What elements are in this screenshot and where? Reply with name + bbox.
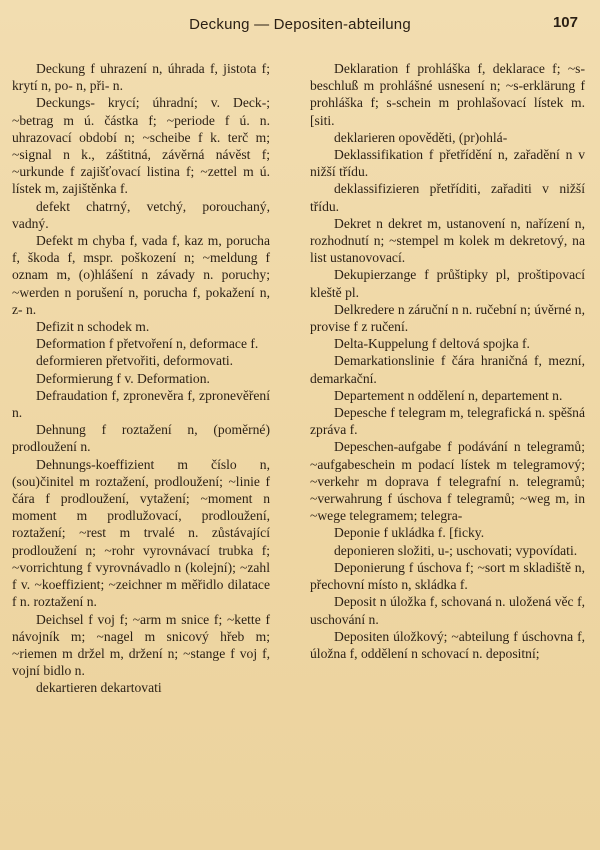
entry-delta-kuppelung: Delta-Kuppelung f deltová spojka f. <box>334 336 530 352</box>
entry-demarkationslinie: Demarkationslinie f čára hraničná f, mezní, demarkační. <box>310 353 585 386</box>
entry-deponierung: Deponierung f úschova f; ~sort m skladiště n, přechovní místo n, skládka f. <box>310 559 585 593</box>
entry-dekupierzange: Dekupierzange f průštipky pl, proštipovací kleště pl. <box>310 267 585 300</box>
left-column <box>12 60 270 697</box>
entry-depeschen-aufgabe: Depeschen-aufgabe f podávání n telegramů; ~aufgabeschein m podací lístek m telegramový; ~verkehr m doprava f telegrafní n. telegramů; ~verwahrung f úschova f telegramů; ~weg m, in ~wege telegramem; telegra- <box>310 439 585 524</box>
entry-dehnung: Dehnung f roztažení n, (poměrné) prodloužení n. <box>12 422 270 455</box>
page-number: 107 <box>552 14 578 31</box>
entry-deichsel: Deichsel f voj f; ~arm m snice f; ~kette f návojník m; ~nagel m snicový hřeb m; ~riemen m držel m, držení n; ~stange f voj f, vojní bidlo n. <box>12 611 270 679</box>
entry-dehnungs-koeffizient: Dehnungs-koeffizient m číslo n, (sou)činitel m roztažení, prodloužení; ~linie f čára f prodloužení, vytažení; ~moment n moment m prodlužovací, prodloužení, roztažení; ~rest m trvalé n. zůstávající prodloužení n; ~rohr vyrovnávací trubka f; ~vorrichtung f vyrovnávadlo n (kolejní); ~zahl f v. ~koeffizient; ~zeichner m měřidlo dilatace f n. roztažení n. <box>12 456 270 610</box>
entry-deklassifikation: Deklassifikation f přetřídění n, zařadění n v nižší třídu. <box>310 147 585 180</box>
entry-deklassifizieren: deklassifizieren přetříditi, zařaditi v nižší třídu. <box>310 181 585 214</box>
entry-depesche: Depesche f telegram m, telegrafická n. spěšná zpráva f. <box>310 405 585 438</box>
running-header <box>0 8 600 38</box>
entry-deckungs: Deckungs- krycí; úhradní; v. Deck-; ~betrag m ú. částka f; ~periode f ú. n. uhrazovací období n; ~scheibe f k. terč m; ~signal n k., záštitná, závěrná návěst f; ~urkunde f zajišťovací listina f; ~zettel m ú. lístek m, zajištěnka f. <box>12 95 270 197</box>
entry-deformation: Deformation f přetvoření n, deformace f. <box>36 336 259 352</box>
entry-deklarieren: deklarieren opověděti, (pr)ohlá- <box>334 129 508 145</box>
entry-depositen: Depositen úložkový; ~abteilung f úschovna f, úložna f, oddělení n schovací n. depositní; <box>310 628 585 661</box>
entry-deklaration: Deklaration f prohláška f, deklarace f; ~s-beschluß m prohlášné usnesení n; ~s-erklärung f prohláška f; s-schein m prohlašovací lístek m. [siti. <box>310 61 585 128</box>
entry-dekret: Dekret n dekret m, ustanovení n, nařízení n, rozhodnutí n; ~stempel m kolek m dekretový, na list ustanovovací. <box>310 215 585 266</box>
entry-deformieren: deformieren přetvořiti, deformovati. <box>36 353 234 369</box>
entry-dekartieren: dekartieren dekartovati <box>36 680 162 696</box>
entry-defraudation: Defraudation f, zpronevěra f, zpronevěření n. <box>12 387 270 421</box>
entry-defekt-adj: defekt chatrný, vetchý, porouchaný, vadný. <box>12 198 270 231</box>
entry-defekt-noun: Defekt m chyba f, vada f, kaz m, porucha f, škoda f, mspr. poškození n; ~meldung f oznam m, (o)hlášení n závady n. poruchy; ~werden n porušení n, porucha f, pokažení n, z- n. <box>12 233 270 317</box>
right-column <box>310 60 585 662</box>
entry-deposit: Deposit n úložka f, schovaná n. uložená věc f, uschování n. <box>310 594 585 627</box>
entry-defizit: Defizit n schodek m. <box>36 319 150 335</box>
entry-delkredere: Delkredere n záruční n n. ručební n; úvěrné n, provise f z ručení. <box>310 301 585 335</box>
entry-deformierung: Deformierung f v. Deformation. <box>36 370 210 386</box>
entry-deponieren: deponieren složiti, u-; uschovati; vypovídati. <box>334 542 578 558</box>
entry-deponie: Deponie f ukládka f. [ficky. <box>334 525 485 541</box>
header-title: Deckung — Depositen-abteilung <box>189 16 411 33</box>
entry-departement: Departement n oddělení n, departement n. <box>334 387 563 403</box>
entry-deckung: Deckung f uhrazení n, úhrada f, jistota f; krytí n, po- n, při- n. <box>12 61 270 94</box>
